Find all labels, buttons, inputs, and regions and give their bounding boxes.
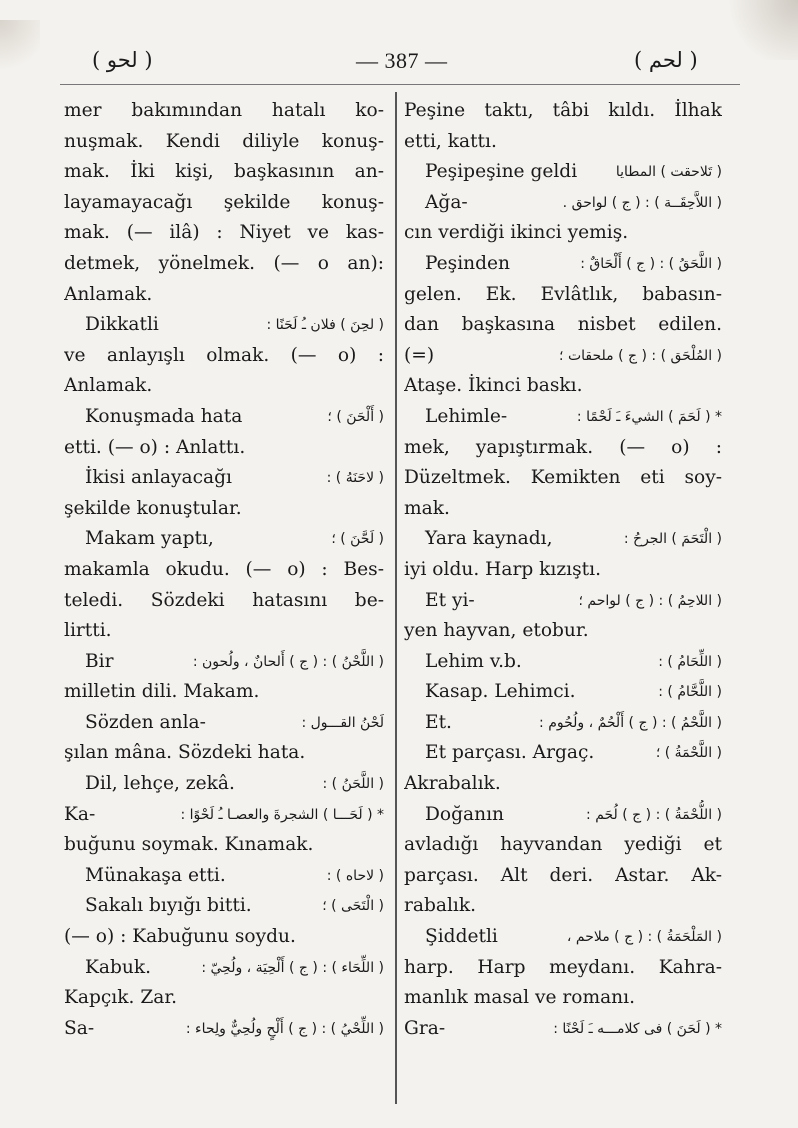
entry-text: şılan mâna. Sözdeki hata. (64, 742, 306, 764)
entry-text: Sa- (64, 1017, 95, 1039)
entry-text: Peşipeşine geldi (425, 161, 578, 183)
entry-text: Peşine taktı, tâbi kıldı. İlhak (404, 100, 722, 121)
arabic-headword: لَحْنُ القـــول : (301, 714, 384, 731)
entry-line (404, 249, 722, 280)
entry-line (404, 647, 722, 678)
entry-line (404, 922, 722, 953)
entry-line (64, 463, 384, 494)
entry-line (64, 1014, 384, 1045)
left-column (64, 96, 384, 1044)
entry-text: Ka- (64, 803, 96, 825)
entry-text: Anlamak. (64, 283, 153, 305)
entry-text: şekilde konuştular. (64, 497, 242, 519)
entry-text: gelen. Ek. Evlâtlık, babasın- (404, 283, 722, 305)
entry-text: milletin dili. Makam. (64, 681, 260, 703)
entry-line (64, 524, 384, 555)
entry-line (404, 677, 722, 708)
entry-text: harp. Harp meydanı. Kahra- (404, 956, 722, 978)
entry-line (404, 800, 722, 831)
entry-text: Makam yaptı, (85, 528, 214, 550)
entry-line (64, 310, 384, 341)
entry-line (64, 402, 384, 433)
entry-text: Sakalı bıyığı bitti. (85, 895, 252, 917)
arabic-headword: ( اللِّحَامُ ) : (658, 653, 722, 670)
entry-text: avladığı hayvandan yediği et (404, 834, 722, 856)
scan-shadow (0, 20, 40, 80)
entry-text: Peşinden (425, 252, 511, 274)
entry-text: makamla okudu. (— o) : Bes- (64, 558, 384, 580)
entry-text: Kasap. Lehimci. (425, 681, 576, 703)
arabic-headword: ( اللاَّحِقَــة ) : ( ج ) لواحق . (562, 194, 722, 211)
entry-text: Gra- (404, 1017, 446, 1039)
entry-line (404, 188, 722, 219)
entry-text: Dikkatli (85, 314, 159, 336)
entry-text: ve anlayışlı olmak. (— o) : (64, 344, 384, 366)
entry-text: Lehimle- (425, 405, 508, 427)
entry-text: parçası. Alt deri. Astar. Ak- (404, 864, 722, 886)
arabic-headword: * ( لَحَـــا ) الشجرةَ والعصـا ـُ لَحْوًا : (180, 806, 384, 823)
scan-shadow (718, 0, 798, 60)
entry-text: cın verdiği ikinci yemiş. (404, 222, 629, 244)
arabic-headword: ( اللَّحَقُ ) : ( ج ) أَلْحَاقٌ : (580, 255, 722, 272)
arabic-headword: ( الْتَحَى ) ؛ (322, 898, 384, 915)
entry-text: Akrabalık. (404, 773, 501, 795)
header-right-guide-word: ( لحم ) (634, 48, 698, 72)
entry-line (64, 953, 384, 984)
entry-text: Et. (425, 711, 452, 733)
entry-line (404, 341, 722, 372)
entry-line (64, 708, 384, 739)
entry-text: rabalık. (404, 895, 477, 917)
entry-line (404, 157, 722, 188)
arabic-headword: * ( لَحَمَ ) الشيءَ ـَ لَحْمًا : (576, 408, 722, 425)
entry-text: etti, kattı. (404, 130, 497, 152)
arabic-headword: ( اللَّحْنُ ) : ( ج ) أَلحانٌ ، ولُحون : (192, 653, 384, 670)
entry-text: Lehim v.b. (425, 650, 522, 672)
entry-text: (=) (404, 344, 435, 366)
entry-text: İkisi anlayacağı (85, 467, 232, 489)
arabic-headword: ( أَلْحَنَ ) ؛ (327, 408, 384, 425)
entry-text: iyi oldu. Harp kızıştı. (404, 558, 601, 580)
entry-text: buğunu soymak. Kınamak. (64, 834, 314, 856)
entry-text: (— o) : Kabuğunu soydu. (64, 926, 296, 948)
entry-text: Kapçık. Zar. (64, 987, 178, 1009)
entry-text: Bir (85, 650, 114, 672)
entry-text: Yara kaynadı, (425, 528, 553, 550)
entry-text: Şiddetli (425, 926, 498, 948)
arabic-headword: ( تَلاحقت ) المطايا (615, 164, 722, 181)
arabic-headword: ( اللِّحَاء ) : ( ج ) أَلْحِيَة ، ولُحِيّ : (201, 959, 384, 976)
entry-text: Et parçası. Argaç. (425, 742, 595, 764)
arabic-headword: ( اللَّحَنُ ) : (322, 776, 384, 793)
entry-line (64, 769, 384, 800)
entry-line (64, 800, 384, 831)
entry-text: Münakaşa etti. (85, 864, 226, 886)
entry-text: teledi. Sözdeki hatasını be- (64, 589, 384, 611)
arabic-headword: ( اللُّحْمَةُ ) : ( ج ) لُحَم : (586, 806, 722, 823)
entry-line (404, 708, 722, 739)
entry-line (404, 402, 722, 433)
arabic-headword: ( لاحاه ) : (326, 867, 384, 884)
entry-text: mak. İki kişi, başkasının an- (64, 161, 384, 183)
entry-text: mak. (404, 497, 450, 519)
right-column (404, 96, 722, 1044)
header-rule (60, 84, 740, 85)
arabic-headword: * ( لَحَنَ ) فى كلامـــه ـَ لَحْنًا : (553, 1020, 722, 1037)
entry-text: manlık masal ve romanı. (404, 987, 636, 1009)
arabic-headword: ( اللَّحَّامُ ) : (658, 684, 722, 701)
entry-text: mak. (— ilâ) : Niyet ve kas- (64, 222, 384, 244)
arabic-headword: ( اللَّحْمَةُ ) ؛ (655, 745, 722, 762)
entry-text: layamayacağı şekilde konuş- (64, 191, 384, 213)
entry-text: lirtti. (64, 620, 112, 642)
arabic-headword: ( المُلْحَق ) : ( ج ) ملحقات ؛ (559, 347, 722, 364)
entry-line (404, 524, 722, 555)
entry-line (404, 1014, 722, 1045)
entry-line (64, 891, 384, 922)
arabic-headword: ( لحِنَ ) فلان ـُ لَحَنًا : (266, 317, 384, 334)
entry-line (404, 738, 722, 769)
entry-text: mer bakımından hatalı ko- (64, 100, 384, 121)
entry-text: Anlamak. (64, 375, 153, 397)
entry-text: etti. (— o) : Anlattı. (64, 436, 246, 458)
arabic-headword: ( لَحَّنَ ) ؛ (331, 531, 384, 548)
entry-text: Doğanın (425, 803, 504, 825)
entry-text: detmek, yönelmek. (— o an): (64, 252, 384, 274)
entry-text: Sözden anla- (85, 711, 206, 733)
entry-text: yen hayvan, etobur. (404, 620, 589, 642)
entry-text: Konuşmada hata (85, 405, 243, 427)
entry-text: nuşmak. Kendi diliyle konuş- (64, 130, 384, 152)
arabic-headword: ( اللَّحْمُ ) : ( ج ) أَلْحُمٌ ، ولُحُوم : (539, 714, 722, 731)
arabic-headword: ( اللِّحْيُ ) : ( ج ) أَلْحٍ ولُحِيٌّ ولِحاء : (185, 1020, 384, 1037)
entry-text: Dil, lehçe, zekâ. (85, 773, 235, 795)
entry-text: Kabuk. (85, 956, 152, 978)
arabic-headword: ( اللاحِمُ ) : ( ج ) لواحم ؛ (578, 592, 722, 609)
entry-line (64, 647, 384, 678)
arabic-headword: ( لاحَنَهُ ) : (326, 470, 384, 487)
entry-text: Düzeltmek. Kemikten eti soy- (404, 467, 722, 489)
column-divider (395, 92, 397, 1104)
entry-text: dan başkasına nisbet edilen. (404, 314, 722, 336)
entry-text: Ağa- (425, 191, 468, 213)
entry-line (64, 861, 384, 892)
arabic-headword: ( المَلْحَمَةُ ) : ( ج ) ملاحم ، (566, 929, 722, 946)
arabic-headword: ( الْتَحَمَ ) الجرحُ : (623, 531, 722, 548)
entry-line (404, 586, 722, 617)
entry-text: Et yi- (425, 589, 475, 611)
page-number: — 387 — (356, 48, 448, 73)
entry-text: mek, yapıştırmak. (— o) : (404, 436, 722, 458)
entry-text: Ataşe. İkinci baskı. (404, 375, 583, 397)
header-left-guide-word: ( لحو ) (92, 48, 153, 72)
